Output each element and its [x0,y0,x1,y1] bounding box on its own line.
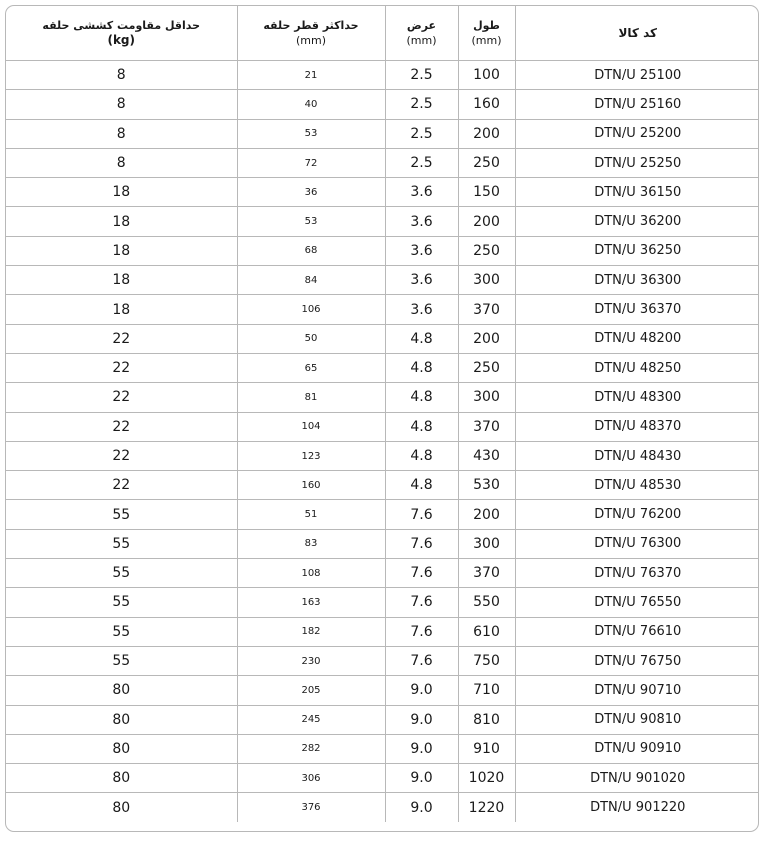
cell-max-diameter: 51 [237,500,385,529]
cell-width: 4.8 [385,324,458,353]
cell-max-diameter: 53 [237,207,385,236]
table-row [6,295,759,324]
table-row [6,617,759,646]
cell-length: 250 [458,236,515,265]
cell-max-diameter: 36 [237,178,385,207]
cell-product-code: DTN/U 48300 [515,383,759,412]
table-row [6,207,759,236]
cell-width: 4.8 [385,441,458,470]
cell-length: 750 [458,646,515,675]
cell-length: 200 [458,207,515,236]
cell-width: 2.5 [385,61,458,90]
cell-length: 200 [458,324,515,353]
cell-product-code: DTN/U 90910 [515,734,759,763]
cell-length: 610 [458,617,515,646]
cell-max-diameter: 72 [237,148,385,177]
cell-min-tension: 18 [6,236,237,265]
table-row [6,236,759,265]
header-length [458,6,515,61]
header-product-code [515,6,759,61]
cell-length: 1220 [458,793,515,822]
cell-width: 4.8 [385,353,458,382]
cell-product-code: DTN/U 25200 [515,119,759,148]
table-row [6,559,759,588]
cell-length: 100 [458,61,515,90]
cell-max-diameter: 230 [237,646,385,675]
cell-length: 250 [458,148,515,177]
cell-min-tension: 22 [6,412,237,441]
cell-width: 7.6 [385,559,458,588]
cell-length: 810 [458,705,515,734]
cell-product-code: DTN/U 25250 [515,148,759,177]
header-length-title: طول [473,19,500,32]
cell-product-code: DTN/U 36250 [515,236,759,265]
table-row [6,61,759,90]
cell-width: 3.6 [385,266,458,295]
cell-min-tension: 8 [6,90,237,119]
header-width [385,6,458,61]
cell-product-code: DTN/U 76370 [515,559,759,588]
cell-product-code: DTN/U 48250 [515,353,759,382]
cell-min-tension: 8 [6,119,237,148]
cell-length: 910 [458,734,515,763]
cell-product-code: DTN/U 901020 [515,764,759,793]
table-row [6,353,759,382]
cell-width: 2.5 [385,119,458,148]
table-row [6,588,759,617]
table-row [6,178,759,207]
cell-max-diameter: 40 [237,90,385,119]
cell-min-tension: 80 [6,676,237,705]
header-min-tension-title: حداقل مقاومت کششی حلقه [42,19,201,32]
cell-min-tension: 18 [6,178,237,207]
cell-width: 7.6 [385,500,458,529]
cell-product-code: DTN/U 48430 [515,441,759,470]
cell-min-tension: 18 [6,266,237,295]
cell-min-tension: 22 [6,383,237,412]
cell-width: 7.6 [385,529,458,558]
header-length-unit: (mm) [471,34,502,47]
table-row [6,266,759,295]
header-max-diameter-title: حداکثر قطر حلقه [263,19,359,32]
cell-width: 7.6 [385,646,458,675]
cell-width: 3.6 [385,295,458,324]
cell-length: 530 [458,471,515,500]
cell-max-diameter: 282 [237,734,385,763]
cell-max-diameter: 104 [237,412,385,441]
cell-product-code: DTN/U 36300 [515,266,759,295]
cell-min-tension: 18 [6,295,237,324]
cell-width: 4.8 [385,412,458,441]
cell-product-code: DTN/U 25100 [515,61,759,90]
header-min-tension-unit: (kg) [107,33,136,47]
cell-max-diameter: 50 [237,324,385,353]
cell-width: 7.6 [385,617,458,646]
cell-product-code: DTN/U 36200 [515,207,759,236]
cell-width: 3.6 [385,236,458,265]
table-row [6,705,759,734]
table-row [6,90,759,119]
spec-table [6,6,759,822]
cell-min-tension: 55 [6,617,237,646]
cell-length: 370 [458,559,515,588]
header-width-unit: (mm) [406,34,437,47]
cell-max-diameter: 53 [237,119,385,148]
cell-max-diameter: 81 [237,383,385,412]
cell-length: 710 [458,676,515,705]
cell-length: 300 [458,266,515,295]
cell-max-diameter: 84 [237,266,385,295]
cell-width: 2.5 [385,90,458,119]
cell-length: 160 [458,90,515,119]
cell-min-tension: 8 [6,61,237,90]
cell-width: 9.0 [385,764,458,793]
cell-width: 9.0 [385,734,458,763]
cell-min-tension: 22 [6,471,237,500]
cell-product-code: DTN/U 901220 [515,793,759,822]
header-row [6,6,759,61]
cell-min-tension: 22 [6,441,237,470]
cell-max-diameter: 65 [237,353,385,382]
cell-product-code: DTN/U 25160 [515,90,759,119]
cell-min-tension: 80 [6,793,237,822]
table-row [6,793,759,822]
cell-min-tension: 55 [6,529,237,558]
table-row [6,500,759,529]
cell-min-tension: 80 [6,764,237,793]
cell-length: 300 [458,529,515,558]
cell-max-diameter: 306 [237,764,385,793]
cell-width: 3.6 [385,178,458,207]
cell-max-diameter: 83 [237,529,385,558]
spec-table-container [5,5,759,832]
header-width-title: عرض [406,19,437,32]
cell-max-diameter: 205 [237,676,385,705]
cell-width: 4.8 [385,383,458,412]
cell-product-code: DTN/U 90710 [515,676,759,705]
cell-width: 4.8 [385,471,458,500]
cell-product-code: DTN/U 36150 [515,178,759,207]
cell-max-diameter: 123 [237,441,385,470]
table-body [6,61,759,822]
cell-length: 1020 [458,764,515,793]
cell-product-code: DTN/U 76610 [515,617,759,646]
cell-min-tension: 80 [6,705,237,734]
table-row [6,119,759,148]
cell-width: 3.6 [385,207,458,236]
header-max-diameter-unit: (mm) [295,34,326,47]
cell-max-diameter: 106 [237,295,385,324]
cell-length: 430 [458,441,515,470]
cell-min-tension: 18 [6,207,237,236]
cell-min-tension: 22 [6,353,237,382]
header-max-diameter [237,6,385,61]
cell-length: 250 [458,353,515,382]
cell-product-code: DTN/U 76550 [515,588,759,617]
table-row [6,148,759,177]
cell-length: 150 [458,178,515,207]
cell-min-tension: 80 [6,734,237,763]
cell-min-tension: 55 [6,500,237,529]
cell-min-tension: 55 [6,588,237,617]
cell-max-diameter: 108 [237,559,385,588]
cell-max-diameter: 376 [237,793,385,822]
table-row [6,646,759,675]
cell-length: 300 [458,383,515,412]
cell-product-code: DTN/U 76200 [515,500,759,529]
cell-max-diameter: 163 [237,588,385,617]
cell-min-tension: 22 [6,324,237,353]
cell-max-diameter: 21 [237,61,385,90]
cell-max-diameter: 160 [237,471,385,500]
cell-product-code: DTN/U 48200 [515,324,759,353]
cell-product-code: DTN/U 76300 [515,529,759,558]
header-product-code-title: کد کالا [618,25,657,40]
table-row [6,734,759,763]
cell-width: 7.6 [385,588,458,617]
cell-length: 550 [458,588,515,617]
table-header [6,6,759,61]
cell-width: 9.0 [385,793,458,822]
table-row [6,529,759,558]
table-row [6,676,759,705]
table-row [6,441,759,470]
cell-min-tension: 55 [6,646,237,675]
header-min-tension [6,6,237,61]
cell-length: 370 [458,295,515,324]
table-row [6,412,759,441]
cell-length: 370 [458,412,515,441]
cell-max-diameter: 182 [237,617,385,646]
table-row [6,471,759,500]
table-row [6,764,759,793]
cell-max-diameter: 68 [237,236,385,265]
cell-product-code: DTN/U 36370 [515,295,759,324]
cell-width: 9.0 [385,676,458,705]
cell-length: 200 [458,500,515,529]
cell-width: 9.0 [385,705,458,734]
cell-product-code: DTN/U 48370 [515,412,759,441]
cell-width: 2.5 [385,148,458,177]
cell-product-code: DTN/U 90810 [515,705,759,734]
table-row [6,383,759,412]
cell-min-tension: 8 [6,148,237,177]
cell-product-code: DTN/U 48530 [515,471,759,500]
cell-max-diameter: 245 [237,705,385,734]
cell-min-tension: 55 [6,559,237,588]
table-row [6,324,759,353]
cell-product-code: DTN/U 76750 [515,646,759,675]
cell-length: 200 [458,119,515,148]
